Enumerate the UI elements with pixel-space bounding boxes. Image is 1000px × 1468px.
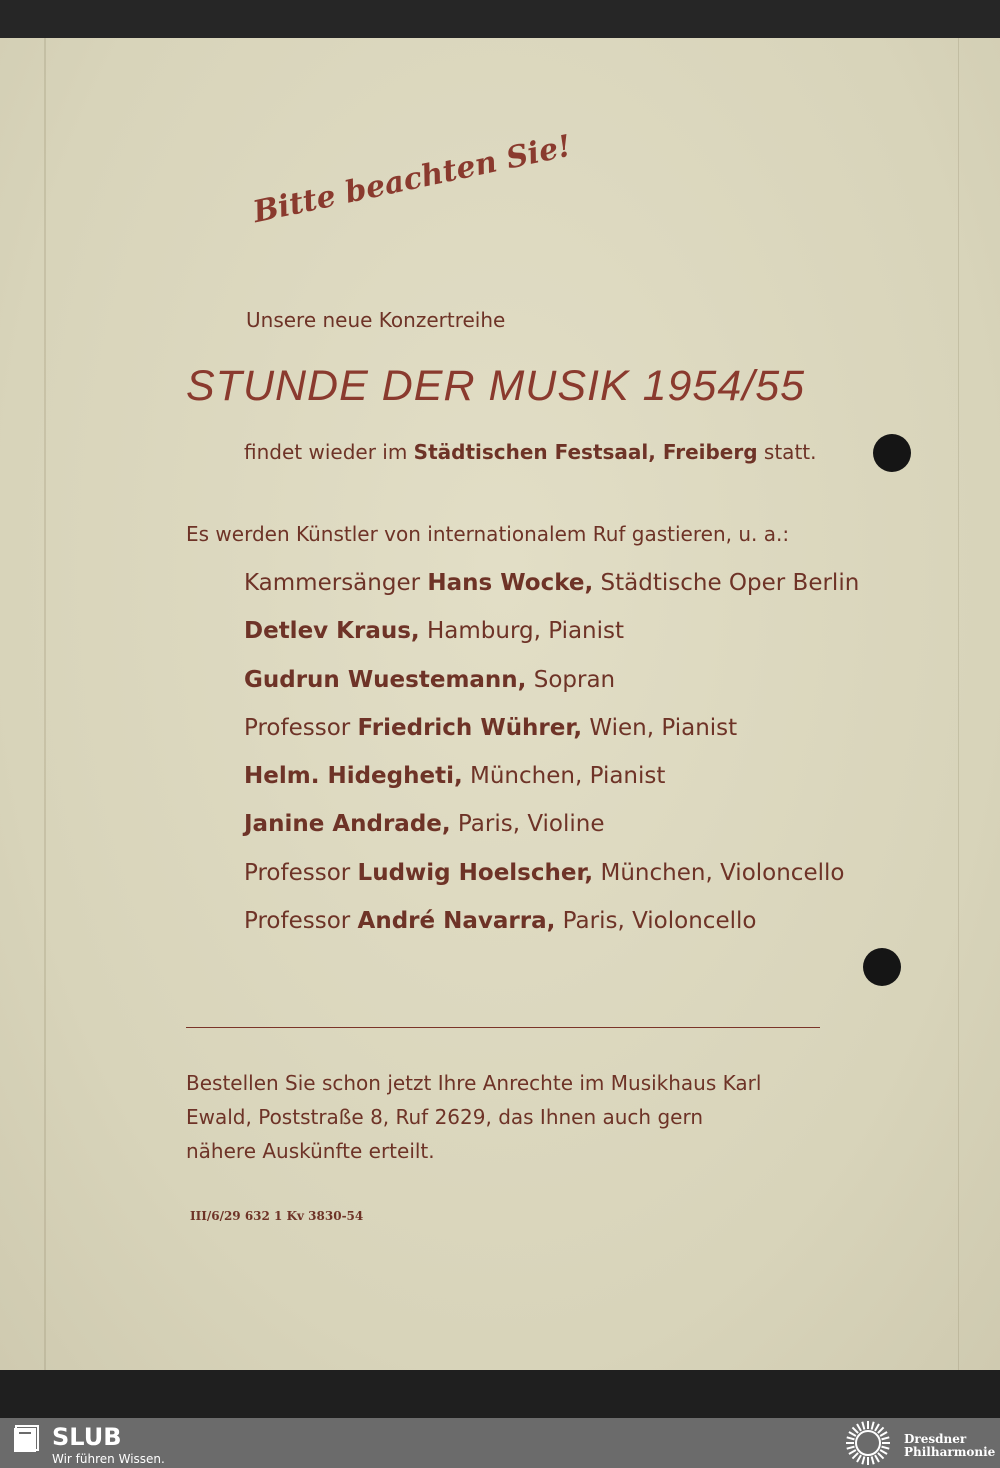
artist-line	[244, 667, 615, 693]
venue-suffix: statt.	[763, 440, 817, 464]
venue-prefix: findet wieder im	[244, 440, 408, 464]
artist-line	[244, 715, 737, 741]
sunburst-ray	[882, 1437, 890, 1439]
sunburst-ray	[880, 1450, 887, 1454]
sunburst-ray	[878, 1453, 884, 1459]
sunburst-ray	[878, 1427, 884, 1433]
booking-line: nähere Auskünfte erteilt.	[186, 1139, 435, 1163]
artist-line	[244, 908, 756, 934]
sunburst-logo-icon	[842, 1418, 894, 1468]
partner-name[interactable]	[904, 1433, 995, 1459]
venue-place: Städtischen Festsaal, Freiberg	[413, 440, 758, 464]
artist-title: Kammersänger	[244, 570, 428, 596]
artist-detail: Paris, Violoncello	[555, 908, 757, 934]
artist-name: Helm. Hidegheti,	[244, 763, 463, 789]
artist-name: Detlev Kraus,	[244, 618, 420, 644]
artist-detail: Hamburg, Pianist	[419, 618, 625, 644]
sunburst-ray	[872, 1457, 874, 1465]
document-page	[0, 38, 1000, 1370]
divider-rule	[186, 1027, 820, 1028]
sunburst-ray	[852, 1453, 858, 1459]
artist-name: Ludwig Hoelscher,	[357, 860, 594, 886]
artist-detail: Wien, Pianist	[582, 715, 738, 741]
intro-text: Unsere neue Konzertreihe	[246, 308, 506, 332]
scan-bottom-border	[0, 1370, 1000, 1418]
series-title: STUNDE DER MUSIK 1954/55	[186, 362, 806, 410]
sunburst-ray	[882, 1447, 890, 1449]
sunburst-ray	[857, 1424, 861, 1431]
print-code: III/6/29 632 1 Kv 3830-54	[190, 1209, 364, 1223]
venue-line	[244, 440, 816, 464]
sunburst-ray	[852, 1427, 858, 1433]
sunburst-ray	[847, 1437, 855, 1439]
sunburst-ray	[875, 1455, 879, 1462]
fold-line-left	[44, 38, 46, 1370]
artist-line	[244, 860, 844, 886]
artist-name: Friedrich Wührer,	[357, 715, 583, 741]
heading-script: Bitte beachten Sie!	[250, 128, 575, 231]
artist-name: Hans Wocke,	[427, 570, 594, 596]
booking-line: Ewald, Poststraße 8, Ruf 2629, das Ihnen auch gern	[186, 1105, 704, 1129]
partner-name-line1: Dresdner	[904, 1432, 967, 1446]
sunburst-ray	[849, 1450, 856, 1454]
artist-name: Janine Andrade,	[244, 811, 451, 837]
artist-detail: München, Pianist	[462, 763, 666, 789]
artist-title: Professor	[244, 860, 358, 886]
library-name[interactable]: SLUB	[52, 1423, 122, 1451]
artist-detail: München, Violoncello	[593, 860, 845, 886]
library-slogan: Wir führen Wissen.	[52, 1452, 165, 1466]
book-icon	[12, 1424, 40, 1454]
sunburst-ray	[862, 1457, 864, 1465]
artist-line	[244, 618, 624, 644]
artist-line	[244, 811, 605, 837]
artist-detail: Paris, Violine	[450, 811, 605, 837]
sunburst-ray	[872, 1422, 874, 1430]
artist-line	[244, 763, 665, 789]
booking-paragraph	[186, 1066, 820, 1168]
sunburst-ray	[857, 1455, 861, 1462]
sunburst-ray	[880, 1432, 887, 1436]
artist-name: Gudrun Wuestemann,	[244, 667, 527, 693]
punch-hole	[863, 948, 901, 986]
booking-line: Bestellen Sie schon jetzt Ihre Anrechte im Musikhaus Karl	[186, 1071, 762, 1095]
sunburst-ray	[875, 1424, 879, 1431]
artist-title: Professor	[244, 908, 358, 934]
artist-name: André Navarra,	[357, 908, 556, 934]
artist-line	[244, 570, 859, 596]
sunburst-ray	[862, 1422, 864, 1430]
guests-intro: Es werden Künstler von internationalem Ruf gastieren, u. a.:	[186, 522, 790, 546]
sunburst-ray	[847, 1447, 855, 1449]
sunburst-ray	[849, 1432, 856, 1436]
partner-name-line2: Philharmonie	[904, 1445, 996, 1459]
artist-detail: Städtische Oper Berlin	[593, 570, 860, 596]
artist-title: Professor	[244, 715, 358, 741]
fold-line-right	[958, 38, 959, 1370]
punch-hole	[873, 434, 911, 472]
artist-detail: Sopran	[526, 667, 616, 693]
scan-top-border	[0, 0, 1000, 38]
